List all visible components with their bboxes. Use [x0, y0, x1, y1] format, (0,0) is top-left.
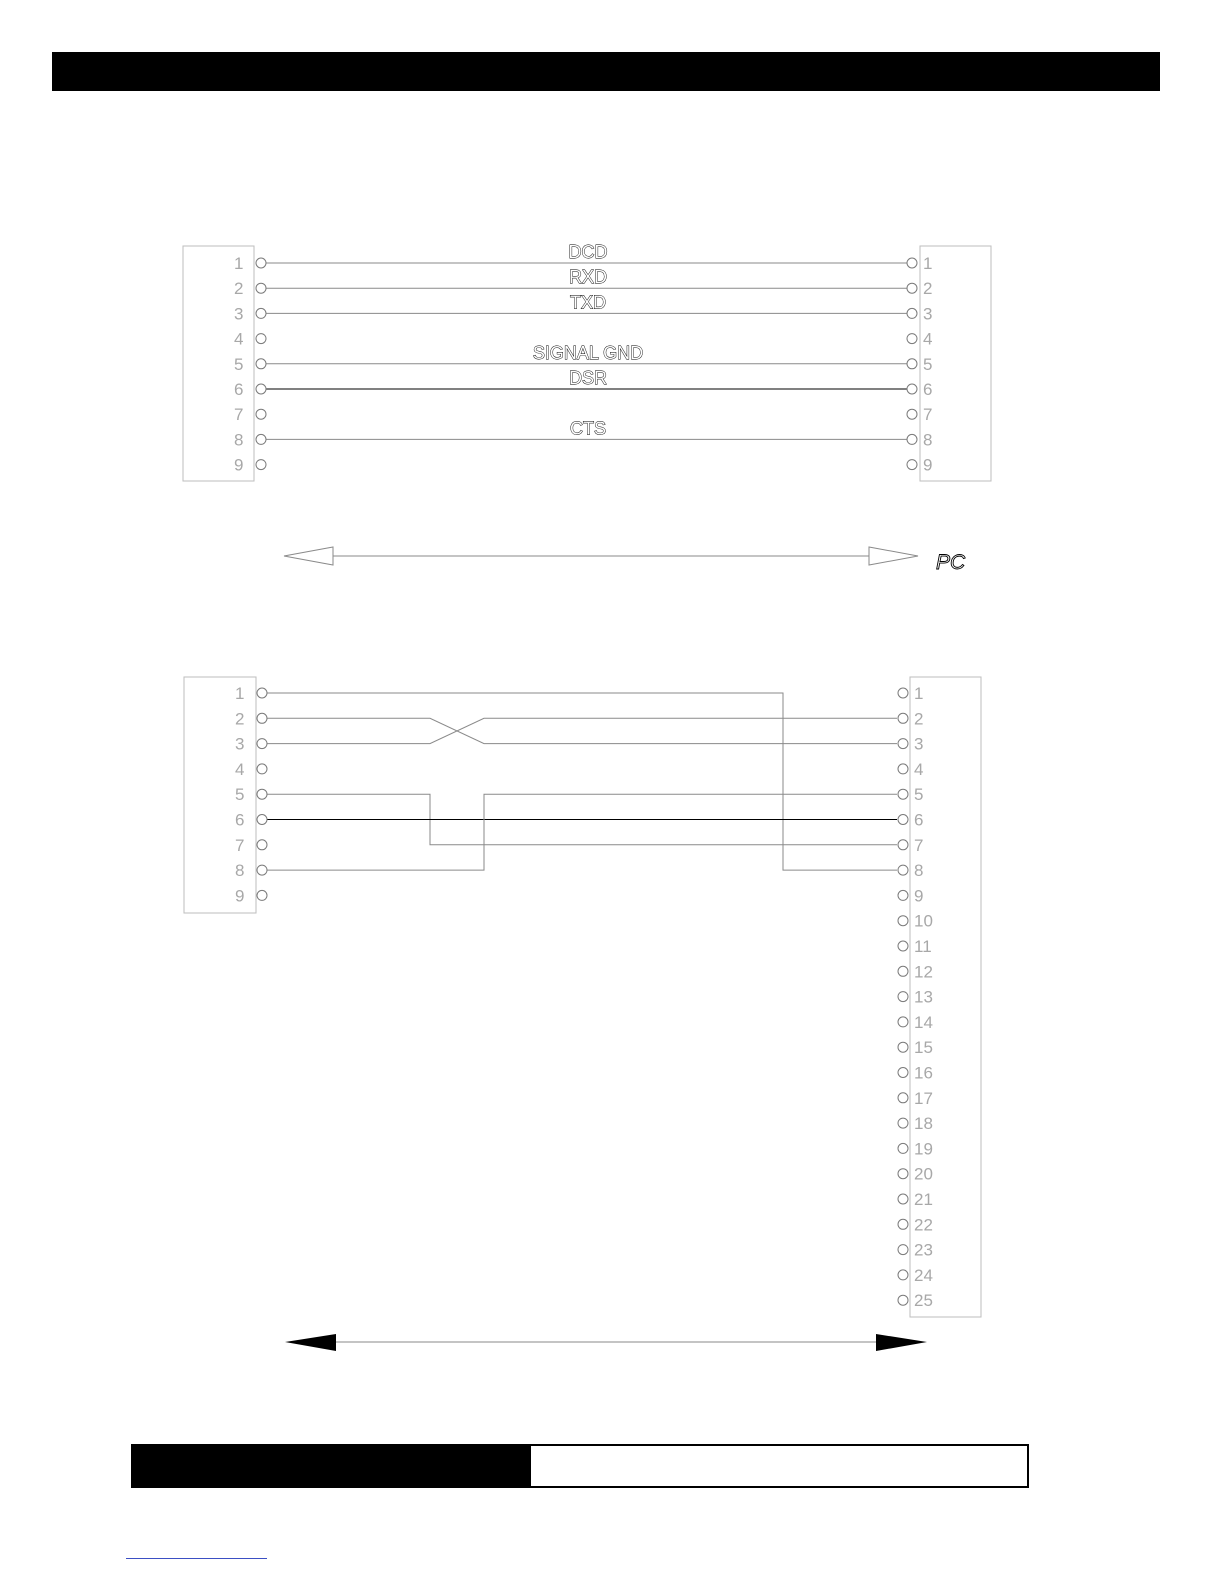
signal-label: CTS — [570, 418, 606, 439]
pin-circle — [256, 359, 266, 369]
footer-white-panel — [531, 1446, 1027, 1486]
pin-number: 18 — [914, 1114, 933, 1134]
cable-wire — [267, 693, 897, 870]
pin-circle — [256, 384, 266, 394]
pin-circle — [898, 966, 908, 976]
signal-label: RXD — [568, 267, 608, 288]
pc-label: PC — [936, 551, 966, 574]
arrow-head-left — [284, 547, 333, 565]
pin-number: 5 — [923, 354, 933, 374]
pin-circle — [256, 283, 266, 293]
pin-circle — [256, 460, 266, 470]
pin-number: 22 — [914, 1215, 933, 1235]
pin-circle — [907, 258, 917, 268]
pin-circle — [256, 258, 266, 268]
pin-number: 24 — [914, 1265, 933, 1285]
pin-number: 9 — [923, 455, 933, 475]
pin-number: 2 — [914, 709, 924, 729]
pin-number: 9 — [235, 886, 245, 906]
pin-circle — [898, 1194, 908, 1204]
pin-circle — [898, 1042, 908, 1052]
pin-number: 11 — [914, 937, 932, 956]
pin-circle — [257, 890, 267, 900]
pin-number: 3 — [914, 734, 924, 754]
pin-number: 3 — [234, 304, 244, 324]
pin-number: 7 — [914, 835, 924, 855]
signal-label: SIGNAL GND — [532, 342, 644, 363]
pin-number: 6 — [234, 380, 244, 399]
pin-number: 4 — [235, 759, 245, 779]
pin-number: 3 — [235, 734, 245, 754]
pin-circle — [907, 283, 917, 293]
pin-number: 6 — [923, 380, 933, 399]
pin-circle — [898, 1068, 908, 1078]
pin-number: 23 — [914, 1240, 933, 1260]
pin-circle — [256, 334, 266, 344]
pin-number: 6 — [914, 810, 924, 830]
pin-number: 8 — [234, 430, 244, 450]
bottom-cable-diagram — [184, 677, 981, 1351]
cable-wire — [267, 794, 897, 870]
cable-wire — [267, 718, 897, 743]
pin-number: 21 — [914, 1190, 933, 1209]
pin-number: 2 — [235, 709, 245, 729]
pin-circle — [898, 1295, 908, 1305]
pin-circle — [898, 1143, 908, 1153]
signal-label: TXD — [570, 292, 606, 313]
pin-circle — [257, 764, 267, 774]
pin-circle — [256, 308, 266, 318]
pin-number: 1 — [914, 684, 924, 703]
pin-circle — [257, 688, 267, 698]
pin-number: 4 — [914, 759, 924, 779]
pin-number: 16 — [914, 1063, 933, 1083]
pin-circle — [898, 789, 908, 799]
pin-number: 4 — [234, 329, 244, 349]
pin-circle — [898, 1245, 908, 1255]
footer-box — [131, 1444, 1029, 1488]
pin-circle — [898, 916, 908, 926]
left-db9-connector — [184, 677, 256, 913]
pin-circle — [898, 992, 908, 1002]
pin-number: 8 — [235, 861, 245, 881]
arrow-head-left — [285, 1334, 336, 1351]
pin-number: 2 — [234, 279, 244, 299]
pin-number: 10 — [914, 911, 933, 931]
pin-number: 6 — [235, 810, 245, 830]
pin-circle — [256, 434, 266, 444]
pin-number: 5 — [234, 354, 244, 374]
pin-number: 8 — [914, 861, 924, 881]
pin-circle — [898, 1270, 908, 1280]
pin-number: 20 — [914, 1164, 933, 1184]
pin-circle — [898, 1093, 908, 1103]
pin-circle — [898, 941, 908, 951]
pin-circle — [898, 890, 908, 900]
pin-circle — [257, 713, 267, 723]
pin-number: 5 — [914, 785, 924, 805]
pin-circle — [898, 815, 908, 825]
pin-number: 1 — [234, 254, 244, 273]
cable-wire — [267, 718, 897, 743]
pin-circle — [898, 713, 908, 723]
pin-circle — [907, 359, 917, 369]
footer-link-underline[interactable] — [126, 1558, 267, 1559]
pin-circle — [898, 688, 908, 698]
pin-circle — [257, 739, 267, 749]
pin-number: 4 — [923, 329, 933, 349]
pin-number: 12 — [914, 962, 933, 982]
pin-circle — [907, 434, 917, 444]
footer-black-panel — [133, 1446, 531, 1486]
signal-label: DCD — [568, 242, 608, 262]
pin-circle — [898, 764, 908, 774]
pin-circle — [898, 1169, 908, 1179]
pin-number: 9 — [234, 455, 244, 475]
pin-number: 2 — [923, 279, 933, 299]
pin-number: 1 — [923, 254, 933, 273]
pin-circle — [898, 1118, 908, 1128]
pin-circle — [898, 1017, 908, 1027]
pin-circle — [898, 1219, 908, 1229]
arrow-head-right — [876, 1334, 927, 1351]
pin-number: 17 — [914, 1088, 933, 1108]
pin-number: 19 — [914, 1139, 933, 1159]
pin-number: 13 — [914, 987, 933, 1007]
arrow-head-right — [869, 547, 918, 565]
pin-circle — [257, 865, 267, 875]
pin-circle — [907, 334, 917, 344]
pin-circle — [898, 865, 908, 875]
pin-number: 9 — [914, 886, 924, 906]
pin-number: 3 — [923, 304, 933, 324]
pin-circle — [907, 384, 917, 394]
pin-circle — [257, 815, 267, 825]
top-cable-diagram — [183, 242, 991, 574]
pin-number: 1 — [235, 684, 245, 703]
signal-label: DSR — [568, 368, 608, 388]
pin-number: 15 — [914, 1038, 933, 1058]
pin-circle — [907, 460, 917, 470]
pin-circle — [257, 789, 267, 799]
pin-circle — [898, 840, 908, 850]
pin-number: 25 — [914, 1291, 933, 1311]
pin-number: 5 — [235, 785, 245, 805]
pin-circle — [256, 409, 266, 419]
pin-circle — [907, 308, 917, 318]
pin-circle — [257, 840, 267, 850]
pin-number: 14 — [914, 1012, 933, 1032]
pin-circle — [898, 739, 908, 749]
pin-number: 7 — [234, 405, 244, 425]
pin-circle — [907, 409, 917, 419]
pin-number: 7 — [923, 405, 933, 425]
pin-number: 7 — [235, 835, 245, 855]
pin-number: 8 — [923, 430, 933, 450]
